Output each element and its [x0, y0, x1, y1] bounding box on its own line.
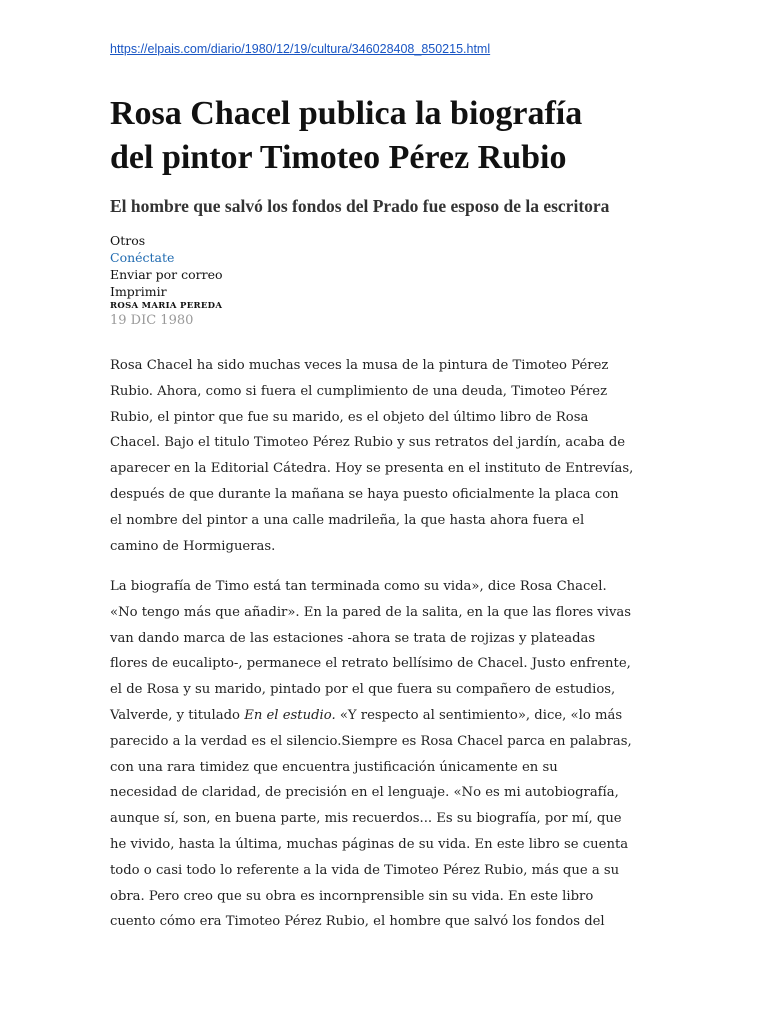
text-line-with-italic-title	[110, 703, 662, 729]
text-line: aparecer en la Editorial Cátedra. Hoy se presenta en el instituto de Entrevías,	[110, 461, 634, 477]
article-title	[110, 92, 670, 180]
text-line: flores de eucalipto-, permanece el retrato bellísimo de Chacel. Justo enfrente,	[110, 656, 631, 672]
text-line: Rubio. Ahora, como si fuera el cumplimiento de una deuda, Timoteo Pérez	[110, 383, 608, 399]
text-line: todo o casi todo lo referente a la vida de Timoteo Pérez Rubio, más que a su	[110, 862, 620, 878]
body-paragraph-2	[110, 574, 662, 935]
text-line: he vivido, hasta la última, muchas páginas de su vida. En este libro se cuenta	[110, 836, 629, 852]
email-share-link[interactable]: Enviar por correo	[110, 267, 223, 282]
text-line: después de que durante la mañana se haya puesto oficialmente la placa con	[110, 486, 619, 502]
text-line: La biografía de Timo está tan terminada como su vida», dice Rosa Chacel.	[110, 579, 607, 594]
text-line: parecido a la verdad es el silencio.Siempre es Rosa Chacel parca en palabras,	[110, 733, 632, 749]
share-others[interactable]: Otros	[110, 233, 146, 248]
login-link[interactable]: Conéctate	[110, 250, 175, 265]
title-line: del pintor Timoteo Pérez Rubio	[110, 139, 567, 176]
text-line: el nombre del pintor a una calle madrileña, la que hasta ahora fuera el	[110, 512, 585, 528]
text-line: Rosa Chacel ha sido muchas veces la musa de la pintura de Timoteo Pérez	[110, 358, 609, 373]
text-line: Rubio, el pintor que fue su marido, es el objeto del último libro de Rosa	[110, 409, 589, 425]
article-meta	[110, 232, 223, 330]
publish-date: 19 DIC 1980	[110, 313, 194, 328]
author-byline: ROSA MARIA PEREDA	[110, 301, 223, 311]
text-line: Chacel. Bajo el titulo Timoteo Pérez Rubio y sus retratos del jardín, acaba de	[110, 435, 626, 451]
text-line: camino de Hormigueras.	[110, 538, 276, 554]
source-url-link[interactable]: https://elpais.com/diario/1980/12/19/cultura/346028408_850215.html	[110, 42, 491, 56]
text-segment: Valverde, y titulado	[110, 707, 245, 723]
text-line: necesidad de claridad, de precisión en el lenguaje. «No es mi autobiografía,	[110, 785, 619, 801]
text-line: aunque sí, son, en buena parte, mis recuerdos... Es su biografía, por mí, que	[110, 811, 622, 827]
body-paragraph-1	[110, 353, 662, 559]
text-line: cuento cómo era Timoteo Pérez Rubio, el hombre que salvó los fondos del	[110, 914, 605, 930]
text-line: con una rara timidez que encuentra justificación únicamente en su	[110, 759, 558, 775]
article-subtitle: El hombre que salvó los fondos del Prado fue esposo de la escritora	[110, 196, 610, 216]
title-line: Rosa Chacel publica la biografía	[110, 95, 583, 132]
text-line: el de Rosa y su marido, pintado por el que fuera su compañero de estudios,	[110, 682, 616, 698]
artwork-title: En el estudio.	[244, 707, 336, 723]
text-segment: «Y respecto al sentimiento», dice, «lo más	[335, 707, 623, 723]
text-line: obra. Pero creo que su obra es incornprensible sin su vida. En este libro	[110, 888, 594, 904]
text-line: «No tengo más que añadir». En la pared de la salita, en la que las flores vivas	[110, 604, 632, 620]
print-link[interactable]: Imprimir	[110, 284, 167, 299]
text-line: van dando marca de las estaciones -ahora se trata de rojizas y plateadas	[110, 630, 596, 646]
